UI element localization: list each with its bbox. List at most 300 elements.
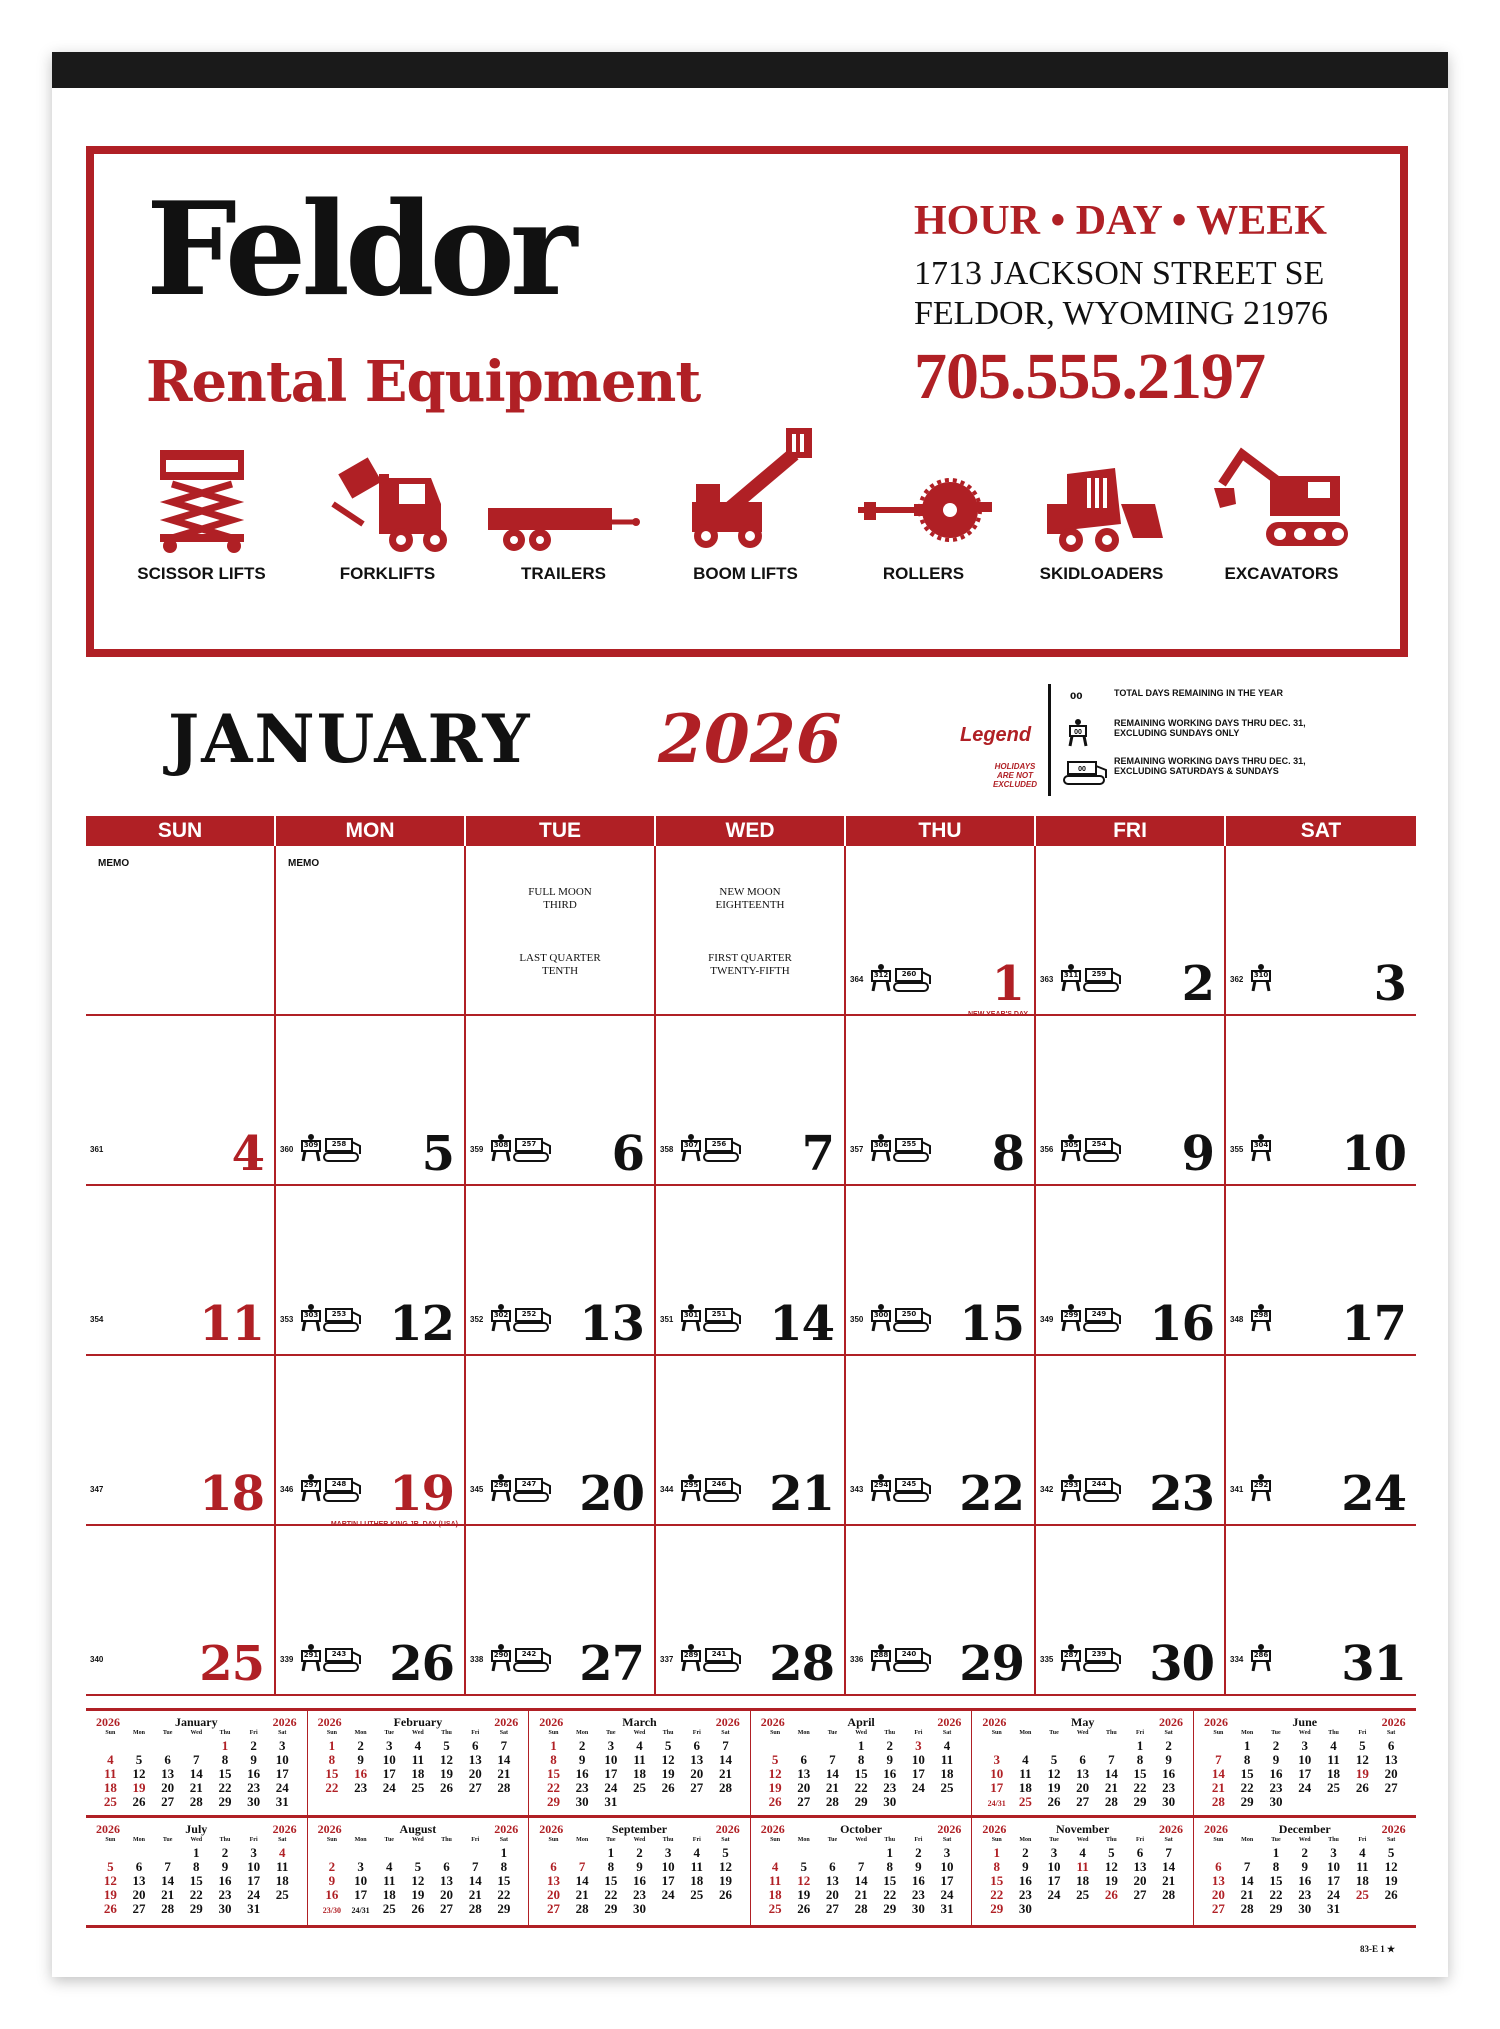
loader-icon [1082, 1474, 1122, 1502]
mini-day-grid: 1 2 3 4 5 6 7 8 9 10 11 12 13 14 15 16 17 18 19 20 21 22 23 24 25 26 27 28 29 30 31 [547, 1738, 732, 1809]
loader-icon [702, 1304, 742, 1332]
mini-month-name: June [1292, 1715, 1318, 1729]
working-days-icons [1060, 1644, 1150, 1672]
mini-weekday-row: Sun Mon Tue Wed Thu Fri Sat [105, 1837, 287, 1843]
equipment-skidloaders [1014, 444, 1189, 584]
days-remaining: 352 [470, 1315, 484, 1324]
mini-day-grid: 1 2 3 4 5 6 7 8 9 10 11 12 13 14 15 16 17 18 19 20 21 22 23 24/31 25 26 27 28 29 30 [987, 1738, 1176, 1809]
loader-icon [1082, 1134, 1122, 1162]
equipment-label: EXCAVATORS [1224, 564, 1339, 583]
day-cell[interactable] [656, 1186, 846, 1354]
day-number: 8 [991, 1126, 1024, 1182]
working-days-excl-weekend: 251 [711, 1310, 727, 1318]
mini-calendar-october [751, 1818, 973, 1925]
mini-calendar-header: 2026 April 2026 [760, 1715, 962, 1729]
brand-name: Feldor [146, 175, 573, 325]
month-title: JANUARY [168, 700, 532, 778]
weekday-wed: WED [656, 816, 846, 846]
mini-day-grid: 1 2 3 4 5 6 7 8 9 10 11 12 13 14 15 16 17 18 19 20 21 22 23/30 24/31 25 26 27 28 29 [322, 1845, 511, 1916]
working-days-excl-weekend: 255 [901, 1140, 917, 1148]
days-remaining: 346 [280, 1485, 294, 1494]
days-remaining: 339 [280, 1655, 294, 1664]
days-remaining: 349 [1040, 1315, 1054, 1324]
working-days-excl-weekend: 245 [901, 1480, 917, 1488]
working-days-excl-sun: 306 [873, 1141, 889, 1149]
working-days-excl-sun: 310 [1253, 971, 1269, 979]
mini-day-grid: 1 2 3 4 5 6 7 8 9 10 11 12 13 14 15 16 17 18 19 20 21 22 23 24 25 26 27 28 29 30 [547, 1845, 732, 1916]
working-days-excl-weekend: 252 [521, 1310, 537, 1318]
equipment-label: BOOM LIFTS [693, 564, 798, 583]
working-days-excl-sun: 295 [683, 1481, 699, 1489]
week-row [86, 1016, 1416, 1186]
working-days-icons [300, 1134, 390, 1162]
mini-weekday-row: Sun Mon Tue Wed Thu Fri Sat [548, 1837, 730, 1843]
days-remaining: 347 [90, 1485, 104, 1494]
address-line-2: FELDOR, WYOMING 21976 [914, 295, 1328, 332]
days-remaining: 357 [850, 1145, 864, 1154]
days-remaining: 340 [90, 1655, 104, 1664]
memo-label: MEMO [98, 858, 130, 869]
mini-calendar-september [529, 1818, 751, 1925]
day-number: 28 [769, 1636, 834, 1692]
mini-calendar-header: 2026 September 2026 [539, 1822, 740, 1836]
day-number: 14 [769, 1296, 834, 1352]
year-overview [86, 1708, 1416, 1928]
loader-icon [1082, 1304, 1122, 1332]
working-days-excl-sun: 289 [683, 1651, 699, 1659]
mini-day-grid: 1 2 3 4 5 6 7 8 9 10 11 12 13 14 15 16 17 18 19 20 21 22 23 24 25 26 27 28 29 30 31 [1211, 1845, 1398, 1916]
legend-divider [1048, 684, 1051, 796]
loader-icon [322, 1134, 362, 1162]
worker-icon [1060, 718, 1096, 748]
equipment-excavators [1194, 444, 1369, 584]
working-days-excl-sun: 293 [1063, 1481, 1079, 1489]
day-cell[interactable] [1226, 1016, 1416, 1184]
legend [960, 684, 1400, 794]
days-remaining: 364 [850, 975, 864, 984]
day-cell[interactable] [1226, 1186, 1416, 1354]
day-cell[interactable] [86, 1526, 276, 1694]
day-cell[interactable] [1036, 1526, 1226, 1694]
working-days-icons [680, 1304, 770, 1332]
mini-calendar-february [308, 1711, 530, 1815]
loader-icon [892, 1474, 932, 1502]
legend-title: Legend [960, 724, 1032, 746]
days-remaining: 356 [1040, 1145, 1054, 1154]
mini-month-name: August [399, 1822, 437, 1836]
working-days-excl-sun: 300 [873, 1311, 889, 1319]
days-remaining: 337 [660, 1655, 674, 1664]
days-remaining: 338 [470, 1655, 484, 1664]
day-cell[interactable] [846, 1186, 1036, 1354]
address-line-1: 1713 JACKSON STREET SE [914, 255, 1325, 292]
days-remaining: 361 [90, 1145, 104, 1154]
day-cell[interactable] [466, 846, 656, 1014]
loader-icon [1082, 1644, 1122, 1672]
trailer-icon [484, 444, 644, 554]
legend-row-total [1060, 688, 1400, 718]
mini-calendar-header: 2026 December 2026 [1203, 1822, 1406, 1836]
day-cell[interactable] [1036, 1186, 1226, 1354]
loader-icon [702, 1644, 742, 1672]
working-days-icons [490, 1644, 580, 1672]
day-cell[interactable] [1226, 1526, 1416, 1694]
day-number: 23 [1149, 1466, 1214, 1522]
mini-weekday-row: Sun Mon Tue Wed Thu Fri Sat [548, 1730, 730, 1736]
working-days-excl-sun: 287 [1063, 1651, 1079, 1659]
mini-calendar-december [1194, 1818, 1416, 1925]
product-code: 83-E 1 ★ [1360, 1944, 1396, 1954]
working-days-excl-sun: 299 [1063, 1311, 1079, 1319]
day-cell[interactable] [1036, 1356, 1226, 1524]
working-days-excl-sun: 297 [303, 1481, 319, 1489]
day-cell[interactable] [276, 1016, 466, 1184]
day-cell[interactable] [276, 1356, 466, 1528]
equipment-label: TRAILERS [521, 564, 606, 583]
working-days-icons [1060, 1134, 1150, 1162]
day-cell[interactable] [466, 1526, 656, 1694]
day-cell[interactable] [86, 846, 276, 1014]
working-days-icons [1250, 1474, 1340, 1502]
mini-calendar-november [972, 1818, 1194, 1925]
legend-text: REMAINING WORKING DAYS THRU DEC. 31, EXCLUDING SATURDAYS & SUNDAYS [1114, 756, 1306, 776]
year-title: 2026 [658, 700, 842, 778]
weekday-tue: TUE [466, 816, 656, 846]
week-row [86, 1526, 1416, 1696]
day-cell[interactable] [656, 1356, 846, 1524]
mini-day-grid: 1 2 3 4 5 6 7 8 9 10 11 12 13 14 15 16 17 18 19 20 21 22 23 24 25 26 27 28 29 30 [768, 1738, 954, 1809]
working-days-excl-sun: 304 [1253, 1141, 1269, 1149]
day-number: 7 [801, 1126, 834, 1182]
mini-calendar-header: 2026 November 2026 [982, 1822, 1183, 1836]
day-number: 20 [579, 1466, 644, 1522]
mini-day-grid: 1 2 3 4 5 6 7 8 9 10 11 12 13 14 15 16 17 18 19 20 21 22 23 24 25 26 27 28 29 30 [1211, 1738, 1398, 1809]
working-days-excl-sun: 292 [1253, 1481, 1269, 1489]
working-days-excl-sun: 303 [303, 1311, 319, 1319]
working-days-excl-sun: 298 [1253, 1311, 1269, 1319]
mini-calendar-january [86, 1711, 308, 1815]
working-days-icons [1250, 1304, 1340, 1332]
moon-phase: FIRST QUARTER TWENTY-FIFTH [708, 952, 792, 977]
day-number: 1 [991, 956, 1024, 1012]
days-remaining: 359 [470, 1145, 484, 1154]
working-days-icons [870, 964, 960, 992]
days-remaining: 335 [1040, 1655, 1054, 1664]
working-days-excl-sun: 288 [873, 1651, 889, 1659]
legend-sample: 00 [1070, 692, 1083, 702]
mini-month-name: September [611, 1822, 668, 1836]
working-days-excl-sun: 312 [873, 971, 889, 979]
mini-weekday-row: Sun Mon Tue Wed Thu Fri Sat [770, 1837, 952, 1843]
working-days-excl-weekend: 244 [1091, 1480, 1107, 1488]
mini-calendar-row [86, 1708, 1416, 1818]
mini-day-grid: 1 2 3 4 5 6 7 8 9 10 11 12 13 14 15 16 17 18 19 20 21 22 23 24 25 26 27 28 29 30 [990, 1845, 1176, 1916]
mini-month-name: April [847, 1715, 875, 1729]
mini-weekday-row: Sun Mon Tue Wed Thu Fri Sat [770, 1730, 952, 1736]
day-number: 30 [1149, 1636, 1214, 1692]
day-number: 4 [231, 1126, 264, 1182]
working-days-icons [870, 1304, 960, 1332]
working-days-icons [680, 1474, 770, 1502]
mini-month-name: March [622, 1715, 657, 1729]
mini-calendar-may [972, 1711, 1194, 1815]
loader-icon [892, 1304, 932, 1332]
working-days-excl-sun: 305 [1063, 1141, 1079, 1149]
working-days-excl-weekend: 258 [331, 1140, 347, 1148]
mini-calendar-header: 2026 August 2026 [317, 1822, 519, 1836]
days-remaining: 345 [470, 1485, 484, 1494]
working-days-icons [300, 1644, 390, 1672]
equipment-label: FORKLIFTS [339, 564, 436, 583]
contact-block [914, 198, 1354, 413]
day-number: 19 [389, 1466, 454, 1522]
working-days-icons [1060, 1474, 1150, 1502]
days-remaining: 350 [850, 1315, 864, 1324]
roller-icon [854, 444, 994, 554]
days-remaining: 354 [90, 1315, 104, 1324]
mini-calendar-header: 2026 May 2026 [982, 1715, 1183, 1729]
excavator-icon [1212, 444, 1352, 554]
equipment-scissor-lifts [114, 444, 289, 584]
day-number: 25 [199, 1636, 264, 1692]
weekday-thu: THU [846, 816, 1036, 846]
weekday-header-row [86, 816, 1416, 846]
day-cell[interactable] [1226, 846, 1416, 1014]
legend-row-sundays [1060, 718, 1400, 748]
working-days-icons [300, 1474, 390, 1502]
day-cell[interactable] [846, 1016, 1036, 1184]
moon-phase: NEW MOON EIGHTEENTH [715, 886, 785, 911]
mini-month-name: December [1278, 1822, 1331, 1836]
holiday-label: MARTIN LUTHER KING JR. DAY (USA) [330, 1521, 458, 1528]
skidloader-icon [1037, 444, 1167, 554]
days-remaining: 343 [850, 1485, 864, 1494]
days-remaining: 334 [1230, 1655, 1244, 1664]
day-cell[interactable] [1036, 846, 1226, 1014]
working-days-excl-sun: 291 [303, 1651, 319, 1659]
equipment-label: SKIDLOADERS [1039, 564, 1164, 583]
loader-icon [512, 1474, 552, 1502]
brand-tagline: Rental Equipment [146, 349, 701, 415]
day-number: 5 [421, 1126, 454, 1182]
equipment-label: SCISSOR LIFTS [137, 564, 266, 583]
mini-month-name: July [185, 1822, 208, 1836]
day-cell[interactable] [656, 846, 846, 1014]
loader-icon [1060, 756, 1110, 786]
day-cell[interactable] [466, 1016, 656, 1184]
working-days-excl-weekend: 260 [901, 970, 917, 978]
mini-weekday-row: Sun Mon Tue Wed Thu Fri Sat [1213, 1837, 1396, 1843]
day-number: 6 [611, 1126, 644, 1182]
day-number: 27 [579, 1636, 644, 1692]
day-number: 3 [1373, 956, 1406, 1012]
legend-text: TOTAL DAYS REMAINING IN THE YEAR [1114, 688, 1284, 698]
day-cell[interactable] [846, 1356, 1036, 1524]
day-number: 26 [389, 1636, 454, 1692]
week-row [86, 846, 1416, 1016]
mini-month-name: February [393, 1715, 443, 1729]
weekday-mon: MON [276, 816, 466, 846]
day-number: 29 [959, 1636, 1024, 1692]
loader-icon [322, 1644, 362, 1672]
day-cell[interactable] [276, 1526, 466, 1694]
days-remaining: 351 [660, 1315, 674, 1324]
working-days-excl-sun: 290 [493, 1651, 509, 1659]
mini-calendar-header: 2026 October 2026 [760, 1822, 962, 1836]
day-number: 22 [959, 1466, 1024, 1522]
day-cell[interactable] [846, 1526, 1036, 1694]
svg-text:00: 00 [1078, 766, 1086, 773]
boom-lift-icon [676, 424, 816, 554]
working-days-excl-weekend: 240 [901, 1650, 917, 1658]
working-days-excl-sun: 311 [1063, 971, 1079, 979]
loader-icon [702, 1474, 742, 1502]
phone-number: 705.555.2197 [914, 340, 1265, 413]
days-remaining: 363 [1040, 975, 1054, 984]
working-days-excl-weekend: 239 [1091, 1650, 1107, 1658]
equipment-trailers [476, 444, 651, 584]
days-remaining: 342 [1040, 1485, 1054, 1494]
working-days-excl-weekend: 247 [521, 1480, 537, 1488]
holiday-label: NEW YEAR'S DAY [967, 1011, 1028, 1018]
day-number: 31 [1341, 1636, 1406, 1692]
moon-phase: FULL MOON THIRD [528, 886, 592, 911]
mini-calendar-row [86, 1818, 1416, 1928]
weekday-sun: SUN [86, 816, 276, 846]
loader-icon [322, 1304, 362, 1332]
working-days-icons [680, 1644, 770, 1672]
day-number: 13 [579, 1296, 644, 1352]
mini-weekday-row: Sun Mon Tue Wed Thu Fri Sat [326, 1837, 509, 1843]
working-days-icons [870, 1644, 960, 1672]
day-number: 24 [1341, 1466, 1406, 1522]
working-days-icons [1060, 1304, 1150, 1332]
equipment-forklifts [300, 444, 475, 584]
working-days-icons [1250, 1644, 1340, 1672]
day-cell[interactable] [466, 1356, 656, 1524]
day-number: 12 [389, 1296, 454, 1352]
working-days-excl-weekend: 253 [331, 1310, 347, 1318]
loader-icon [702, 1134, 742, 1162]
day-number: 16 [1149, 1296, 1214, 1352]
legend-text: REMAINING WORKING DAYS THRU DEC. 31, EXCLUDING SUNDAYS ONLY [1114, 718, 1306, 738]
equipment-row [114, 444, 1394, 634]
loader-icon [512, 1304, 552, 1332]
loader-icon [512, 1134, 552, 1162]
mini-weekday-row: Sun Mon Tue Wed Thu Fri Sat [991, 1730, 1173, 1736]
working-days-excl-sun: 307 [683, 1141, 699, 1149]
day-cell[interactable] [656, 1016, 846, 1184]
mini-calendar-header: 2026 June 2026 [1203, 1715, 1406, 1729]
day-number: 18 [199, 1466, 264, 1522]
mini-month-name: October [840, 1822, 883, 1836]
mini-calendar-header: 2026 March 2026 [539, 1715, 740, 1729]
working-days-excl-weekend: 242 [521, 1650, 537, 1658]
mini-weekday-row: Sun Mon Tue Wed Thu Fri Sat [326, 1730, 509, 1736]
working-days-excl-weekend: 241 [711, 1650, 727, 1658]
week-rows [86, 846, 1416, 1696]
weekday-sat: SAT [1300, 819, 1342, 842]
working-days-icons [1060, 964, 1150, 992]
working-days-icons [490, 1474, 580, 1502]
day-number: 2 [1181, 956, 1214, 1012]
loader-icon [892, 964, 932, 992]
working-days-icons [870, 1474, 960, 1502]
day-cell[interactable] [86, 1186, 276, 1354]
day-cell[interactable] [846, 846, 1036, 1018]
mini-month-name: November [1056, 1822, 1110, 1836]
working-days-icons [490, 1134, 580, 1162]
working-days-icons [490, 1304, 580, 1332]
equipment-boom-lifts [658, 444, 833, 584]
working-days-excl-weekend: 254 [1091, 1140, 1107, 1148]
loader-icon [512, 1644, 552, 1672]
days-remaining: 362 [1230, 975, 1244, 984]
mini-calendar-march [529, 1711, 751, 1815]
equipment-rollers [836, 444, 1011, 584]
loader-icon [1082, 964, 1122, 992]
days-remaining: 336 [850, 1655, 864, 1664]
month-grid [86, 816, 1416, 1696]
days-remaining: 353 [280, 1315, 294, 1324]
week-row [86, 1186, 1416, 1356]
mini-weekday-row: Sun Mon Tue Wed Thu Fri Sat [105, 1730, 287, 1736]
mini-day-grid: 1 2 3 4 5 6 7 8 9 10 11 12 13 14 15 16 17 18 19 20 21 22 23 24 25 26 27 28 29 30 31 [103, 1845, 289, 1916]
days-remaining: 344 [660, 1485, 674, 1494]
mini-calendar-june [1194, 1711, 1416, 1815]
advertiser-header [86, 146, 1408, 657]
working-days-excl-sun: 308 [493, 1141, 509, 1149]
day-cell[interactable] [276, 1186, 466, 1354]
day-cell[interactable] [1226, 1356, 1416, 1524]
loader-icon [892, 1134, 932, 1162]
mini-calendar-august [308, 1818, 530, 1925]
services-line: HOUR • DAY • WEEK [914, 198, 1327, 244]
working-days-icons [1250, 1134, 1340, 1162]
days-remaining: 348 [1230, 1315, 1244, 1324]
working-days-excl-sun: 309 [303, 1141, 319, 1149]
day-cell[interactable] [1036, 1016, 1226, 1184]
working-days-icons [680, 1134, 770, 1162]
working-days-excl-weekend: 259 [1091, 970, 1107, 978]
weekday-fri: FRI [1036, 816, 1226, 846]
legend-note: HOLIDAYS ARE NOT EXCLUDED [992, 762, 1037, 789]
working-days-excl-weekend: 256 [711, 1140, 727, 1148]
working-days-icons [300, 1304, 390, 1332]
day-number: 15 [959, 1296, 1024, 1352]
days-remaining: 358 [660, 1145, 674, 1154]
working-days-excl-weekend: 249 [1091, 1310, 1107, 1318]
forklift-icon [323, 444, 453, 554]
memo-label: MEMO [288, 858, 320, 869]
working-days-excl-sun: 301 [683, 1311, 699, 1319]
working-days-icons [1250, 964, 1340, 992]
working-days-excl-weekend: 243 [331, 1650, 347, 1658]
day-cell[interactable] [656, 1526, 846, 1694]
working-days-excl-weekend: 246 [711, 1480, 727, 1488]
day-cell[interactable] [86, 1016, 276, 1184]
mini-calendar-header: 2026 January 2026 [96, 1715, 297, 1729]
day-cell[interactable] [276, 846, 466, 1014]
day-number: 21 [769, 1466, 834, 1522]
day-cell[interactable] [86, 1356, 276, 1524]
mini-day-grid: 1 2 3 4 5 6 7 8 9 10 11 12 13 14 15 16 17 18 19 20 21 22 23 24 25 26 27 28 [325, 1738, 511, 1795]
svg-text:00: 00 [1074, 729, 1082, 736]
working-days-excl-sun: 286 [1253, 1651, 1269, 1659]
working-days-excl-sun: 296 [493, 1481, 509, 1489]
working-days-excl-weekend: 257 [521, 1140, 537, 1148]
day-cell[interactable] [466, 1186, 656, 1354]
